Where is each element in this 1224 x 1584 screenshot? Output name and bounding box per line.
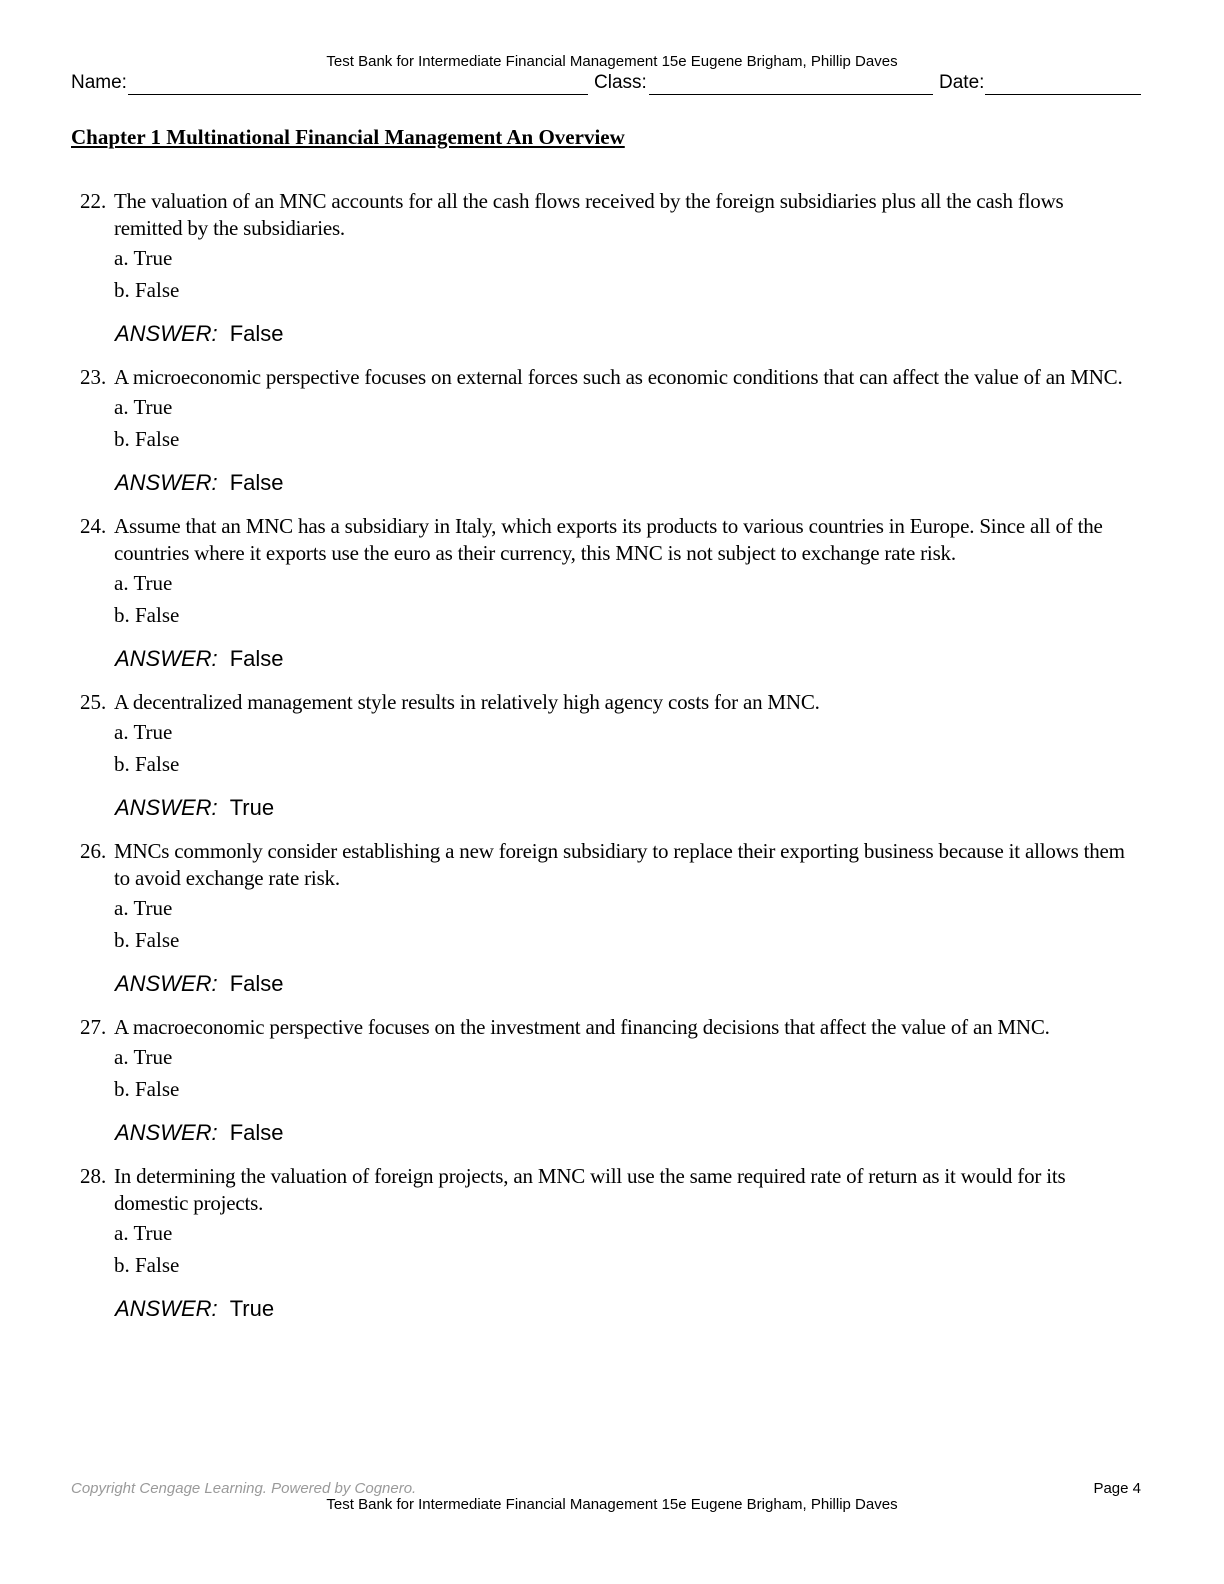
answer-label: ANSWER: (115, 1120, 218, 1145)
question-number: 27. (80, 1015, 107, 1039)
answer-label: ANSWER: (115, 1296, 218, 1321)
date-blank[interactable] (985, 94, 1141, 95)
question-text: MNCs commonly consider establishing a new foreign subsidiary to replace their exporting business because it allows them to avoid exchange rate risk. (114, 839, 1125, 890)
question-number: 28. (80, 1164, 107, 1188)
answer-row (115, 794, 1224, 822)
question-item (0, 513, 1224, 673)
answer-value: False (229, 321, 284, 346)
option-true: a. True (114, 246, 173, 270)
option-true: a. True (114, 571, 173, 595)
page-number: Page 4 (1093, 1480, 1141, 1497)
question-item (0, 1014, 1224, 1147)
answer-label: ANSWER: (115, 646, 218, 671)
question-text: Assume that an MNC has a subsidiary in Italy, which exports its products to various countries in Europe. Since all of the countries where it exports use the euro as their currency, this MNC is not subject to exchange rate risk. (114, 514, 1103, 565)
option-true: a. True (114, 1221, 173, 1245)
student-info-row (71, 72, 1141, 96)
answer-label: ANSWER: (115, 321, 218, 346)
option-false: b. False (114, 603, 180, 627)
answer-value: False (229, 646, 284, 671)
page-footer-title: Test Bank for Intermediate Financial Management 15e Eugene Brigham, Phillip Daves (326, 1496, 898, 1513)
option-true: a. True (114, 395, 173, 419)
answer-value: True (229, 1296, 275, 1321)
answer-value: True (229, 795, 275, 820)
name-label: Name: (71, 72, 127, 93)
question-text: In determining the valuation of foreign projects, an MNC will use the same required rate of return as it would for its domestic projects. (114, 1164, 1066, 1215)
option-true: a. True (114, 896, 173, 920)
question-number: 23. (80, 365, 107, 389)
option-true: a. True (114, 720, 173, 744)
answer-value: False (229, 971, 284, 996)
option-false: b. False (114, 427, 180, 451)
question-item (0, 838, 1224, 998)
option-false: b. False (114, 278, 180, 302)
question-list (0, 188, 1224, 1339)
answer-row (115, 1295, 1224, 1323)
answer-row (115, 970, 1224, 998)
answer-value: False (229, 470, 284, 495)
answer-label: ANSWER: (115, 470, 218, 495)
question-text: A microeconomic perspective focuses on external forces such as economic conditions that can affect the value of an MNC. (114, 365, 1123, 389)
option-false: b. False (114, 752, 180, 776)
answer-row (115, 1119, 1224, 1147)
answer-row (115, 645, 1224, 673)
option-false: b. False (114, 1253, 180, 1277)
class-label: Class: (594, 72, 647, 93)
question-number: 22. (80, 189, 107, 213)
answer-label: ANSWER: (115, 795, 218, 820)
chapter-title: Chapter 1 Multinational Financial Management An Overview (71, 125, 625, 149)
question-text: A decentralized management style results in relatively high agency costs for an MNC. (114, 690, 820, 714)
question-number: 26. (80, 839, 107, 863)
name-blank[interactable] (128, 94, 588, 95)
date-label: Date: (939, 72, 985, 93)
question-text: The valuation of an MNC accounts for all the cash flows received by the foreign subsidiaries plus all the cash flows remitted by the subsidiaries. (114, 189, 1064, 240)
question-item (0, 689, 1224, 822)
option-true: a. True (114, 1045, 173, 1069)
question-number: 25. (80, 690, 107, 714)
option-false: b. False (114, 1077, 180, 1101)
answer-label: ANSWER: (115, 971, 218, 996)
class-blank[interactable] (649, 94, 933, 95)
answer-value: False (229, 1120, 284, 1145)
option-false: b. False (114, 928, 180, 952)
question-item (0, 188, 1224, 348)
question-item (0, 1163, 1224, 1323)
question-number: 24. (80, 514, 107, 538)
answer-row (115, 320, 1224, 348)
page-header-title: Test Bank for Intermediate Financial Management 15e Eugene Brigham, Phillip Daves (326, 53, 898, 70)
answer-row (115, 469, 1224, 497)
copyright-notice: Copyright Cengage Learning. Powered by Cognero. (71, 1480, 417, 1497)
question-text: A macroeconomic perspective focuses on the investment and financing decisions that affect the value of an MNC. (114, 1015, 1050, 1039)
question-item (0, 364, 1224, 497)
